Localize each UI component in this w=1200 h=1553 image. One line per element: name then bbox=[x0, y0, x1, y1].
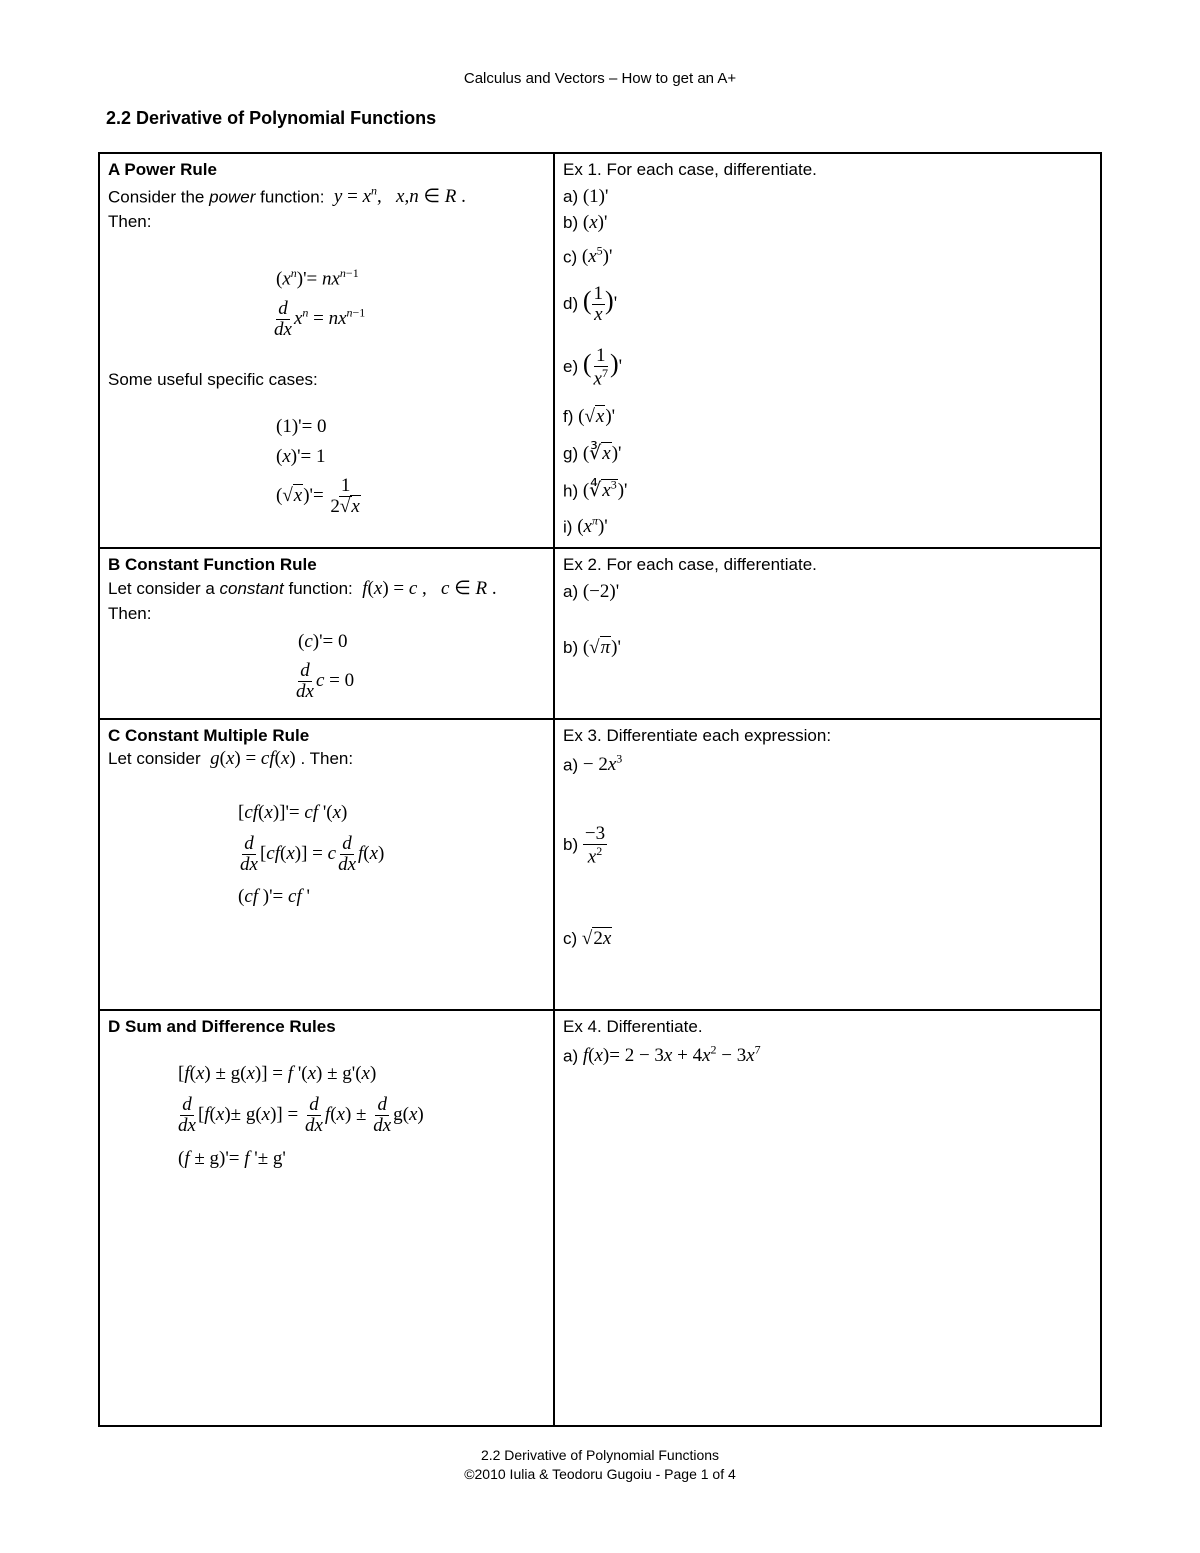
ex1-item-a: a) (1)' bbox=[563, 186, 609, 207]
sum-rule-formula-2: $\frac{d}{dx}$ [f(x)± g(x)] = $\frac{d}{dx}$ f(x) ± $\frac{d}{dx}$ g(x) bbox=[178, 1094, 424, 1136]
ex2-item-a: a) (−2)' bbox=[563, 581, 620, 602]
ex3-item-c: c) √2x bbox=[563, 928, 612, 949]
ex1-item-g: g) (∛x)' bbox=[563, 443, 622, 464]
power-rule-formula-2: $\frac{d}{dx}$ $x^n = nx^{n-1}$ bbox=[274, 298, 366, 340]
constant-multiple-intro: Let consider g(x) = cf(x) . Then: bbox=[108, 748, 354, 769]
power-function-formula: $y = x^n$, x,n ∈ R . bbox=[333, 184, 466, 208]
constant-function-then: Then: bbox=[108, 604, 152, 623]
power-rule-intro: Consider the power function: $y = x^n$, x,n ∈ R . bbox=[108, 184, 466, 208]
page-header: Calculus and Vectors – How to get an A+ bbox=[463, 70, 737, 87]
ex4-cell bbox=[555, 1011, 1100, 1425]
constant-function-intro: Let consider a constant function: f(x) = c , c ∈ R . bbox=[108, 578, 497, 599]
ex1-item-c: c) $(x^5)'$ bbox=[563, 244, 613, 268]
power-rule-heading: A Power Rule bbox=[108, 160, 217, 179]
ex3-title: Ex 3. Differentiate each expression: bbox=[563, 726, 832, 745]
row-sum-difference-rules bbox=[100, 1011, 1100, 1425]
ex2-title: Ex 2. For each case, differentiate. bbox=[563, 555, 817, 574]
ex2-item-b: b) (√π)' bbox=[563, 637, 621, 658]
ex1-item-b: b) (x)' bbox=[563, 212, 608, 233]
ex3-cell bbox=[555, 720, 1100, 1009]
ex1-item-i: i) $(x^\pi)'$ bbox=[563, 514, 608, 538]
sum-difference-cell bbox=[100, 1011, 555, 1425]
sum-rule-formula-3: (f ± g)'= f '± g' bbox=[178, 1148, 286, 1169]
sum-rule-formula-1: [f(x) ± g(x)] = f '(x) ± g'(x) bbox=[178, 1063, 377, 1084]
rules-table bbox=[98, 152, 1102, 1427]
page-title: 2.2 Derivative of Polynomial Functions bbox=[106, 108, 437, 128]
power-rule-cell bbox=[100, 154, 555, 547]
row-constant-function-rule bbox=[100, 549, 1100, 720]
constant-function-heading: B Constant Function Rule bbox=[108, 555, 317, 574]
derivative-of-one: (1)'= 0 bbox=[276, 416, 327, 437]
ex3-item-b: b) $\frac{-3}{x^2}$ bbox=[563, 823, 606, 868]
footer-copyright: ©2010 Iulia & Teodoru Gugoiu - Page 1 of 4 bbox=[464, 1466, 736, 1482]
ex1-item-e: e) ( $\frac{1}{x^7}$ )' bbox=[563, 345, 623, 390]
ex3-item-a: $a) - 2x^3$ bbox=[563, 752, 623, 776]
sum-difference-heading: D Sum and Difference Rules bbox=[108, 1017, 336, 1036]
ex1-cell bbox=[555, 154, 1100, 547]
ex1-title: Ex 1. For each case, differentiate. bbox=[563, 160, 817, 179]
constant-function-cell bbox=[100, 549, 555, 718]
page-footer bbox=[0, 1446, 1200, 1484]
derivative-of-x: (x)'= 1 bbox=[276, 446, 326, 467]
constant-rule-formula-1: (c)'= 0 bbox=[298, 631, 348, 652]
ex1-item-d: d) ( $\frac{1}{x}$ )' bbox=[563, 283, 618, 325]
power-rule-then: Then: bbox=[108, 212, 152, 232]
derivative-of-sqrt-x: (√x)'= $\frac{1}{2√x}$ bbox=[276, 475, 360, 517]
constant-multiple-formula-3: (cf )'= cf ' bbox=[238, 886, 310, 907]
power-rule-formula-1: $(x^n)'= nx^{n-1}$ bbox=[276, 266, 359, 290]
constant-multiple-cell bbox=[100, 720, 555, 1009]
ex4-item-a: a) $f(x)= 2 - 3x + 4x^2 - 3x^7$ bbox=[563, 1043, 761, 1067]
footer-title: 2.2 Derivative of Polynomial Functions bbox=[480, 1447, 720, 1463]
ex1-item-f: f) (√x)' bbox=[563, 406, 616, 427]
ex2-cell bbox=[555, 549, 1100, 718]
row-power-rule bbox=[100, 154, 1100, 549]
useful-cases-label: Some useful specific cases: bbox=[108, 370, 318, 389]
ex1-item-h: h) $(∜x^3)'$ bbox=[563, 478, 628, 502]
ex4-title: Ex 4. Differentiate. bbox=[563, 1017, 703, 1036]
row-constant-multiple-rule bbox=[100, 720, 1100, 1011]
constant-rule-formula-2: $\frac{d}{dx}$ c = 0 bbox=[296, 660, 355, 702]
constant-multiple-heading: C Constant Multiple Rule bbox=[108, 726, 310, 745]
constant-multiple-formula-1: [cf(x)]'= cf '(x) bbox=[238, 802, 348, 823]
constant-multiple-formula-2: $\frac{d}{dx}$ [cf(x)] = c $\frac{d}{dx}$ f(x) bbox=[240, 833, 385, 875]
